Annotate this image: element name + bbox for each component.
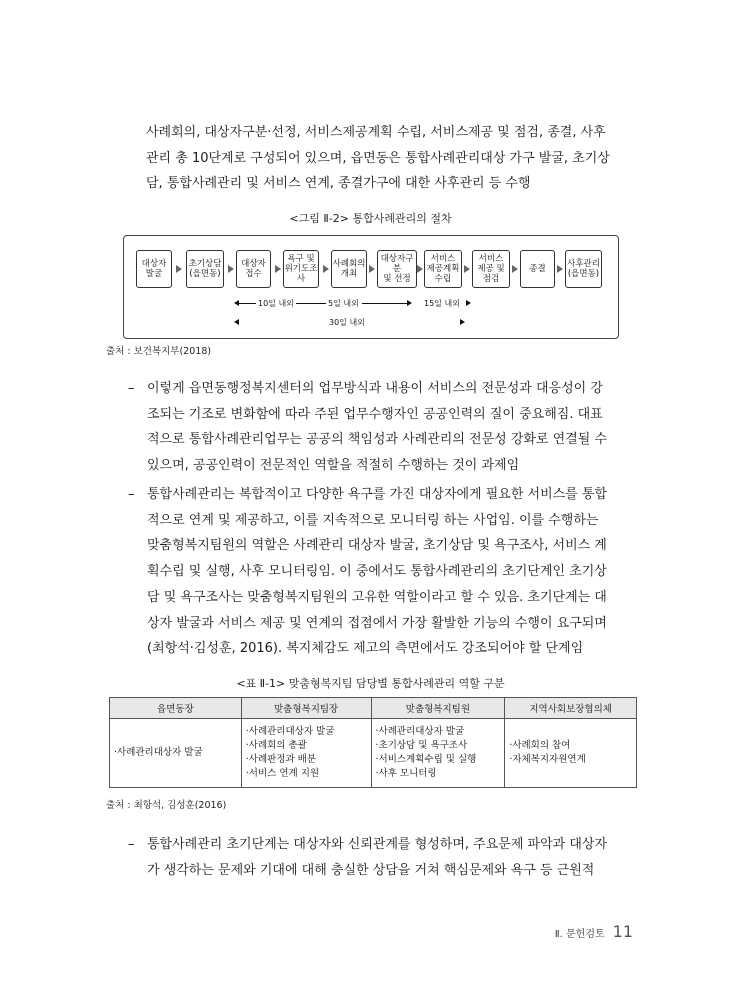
bullet-paragraph: – 통합사례관리 초기단계는 대상자와 신뢰관계를 형성하며, 주요문제 파악과 대상자 가 생각하는 문제와 기대에 대해 충실한 상담을 거쳐 핵심문제와 욕구 등 근원적 (128, 832, 648, 883)
flow-step: 사례회의 개최 (331, 250, 367, 288)
duration-label: 10일 내외 (258, 299, 294, 308)
table-cell: ·사례관리대상자 발굴 ·사례회의 총괄 ·사례판정과 배분 ·서비스 연계 지원 (241, 719, 371, 788)
flow-arrow-icon (176, 265, 182, 273)
flow-step: 대상자 발굴 (136, 250, 172, 288)
flow-step: 초기상담 (읍면동) (186, 250, 224, 288)
flow-arrow-icon (512, 265, 518, 273)
flow-arrow-icon (464, 265, 470, 273)
flow-arrow-icon (228, 265, 234, 273)
flow-step: 서비스 제공계획 수립 (424, 250, 462, 288)
arrow-right-icon (460, 319, 465, 325)
table-header-cell: 지역사회보장협의체 (505, 698, 637, 719)
arrow-right-icon (466, 300, 471, 306)
footer-section: Ⅱ. 문헌검토 (554, 929, 605, 940)
figure-source: 출처 : 보건복지부(2018) (106, 346, 212, 357)
flow-step: 종결 (520, 250, 555, 288)
table-header-cell: 읍면동장 (110, 698, 242, 719)
figure-caption: <그림 Ⅱ-2> 통합사례관리의 절차 (289, 212, 452, 225)
flow-arrow-icon (557, 265, 563, 273)
table-caption: <표 Ⅱ-1> 맞춤형복지팀 담당별 통합사례관리 역할 구분 (236, 677, 505, 690)
flow-step: 욕구 및 위기도조사 (283, 250, 319, 288)
bullet-paragraph: – 통합사례관리는 복합적이고 다양한 욕구를 가진 대상자에게 필요한 서비스를 통합 적으로 연계 및 제공하고, 이를 지속적으로 모니터링 하는 사업임. 이를 수행하는 맞춤형복지팀원의 역할은 사례관리 대상자 발굴, 초기상담 및 욕구조사, 서비스 계 획수립 및 실행, 사후 모니터링임. 이 중에서도 통합사례관리의 초기단계인 초기상 담 및 욕구조사는 맞춤형복지팀원의 고유한 역할이라고 할 수 있음. 초기단계는 대 상자 발굴과 서비스 제공 및 연계의 접점에서 가장 활발한 기능의 수행이 요구되며 (최항석·김성훈, 2016). 복지체감도 제고의 측면에서도 강조되어야 할 단계임 (128, 482, 648, 662)
duration-label: 30일 내외 (329, 318, 365, 327)
bullet-line: 있으며, 공공인력이 전문적인 역할을 적절히 수행하는 것이 과제임 (147, 458, 520, 474)
table-header-cell: 맞춤형복지팀원 (371, 698, 505, 719)
table-cell: ·사례관리대상자 발굴 ·초기상담 및 욕구조사 ·서비스계획수립 및 실행 ·사후 모니터링 (371, 719, 505, 788)
duration-label: 15일 내외 (424, 299, 460, 308)
table-header-row (110, 698, 637, 719)
page-footer (555, 922, 633, 941)
intro-line: 사례회의, 대상자구분·선정, 서비스제공계획 수립, 서비스제공 및 점검, 종결, 사후 (146, 125, 606, 140)
flow-arrow-icon (323, 265, 329, 273)
procedure-flow-diagram (123, 235, 619, 339)
bullet-line: 담 및 욕구조사는 맞춤형복지팀원의 고유한 역할이라고 할 수 있음. 초기단계는 대 (147, 589, 607, 605)
flow-step: 서비스 제공 및 점검 (472, 250, 510, 288)
intro-line: 관리 총 10단계로 구성되어 있으며, 읍면동은 통합사례관리대상 가구 발굴, 초기상 (146, 150, 610, 166)
table-cell: ·사례회의 참여 ·자체복지자원연계 (505, 719, 637, 788)
flow-step: 대상자 접수 (236, 250, 271, 288)
flow-step: 사후관리 (읍면동) (565, 250, 602, 288)
duration-line (238, 303, 256, 304)
bullet-line: 이렇게 읍면동행정복지센터의 업무방식과 내용이 서비스의 전문성과 대응성이 강 (147, 381, 603, 396)
bullet-line: 적으로 연계 및 제공하고, 이를 지속적으로 모니터링 하는 사업임. 이를 수행하는 (147, 512, 599, 528)
flow-arrow-icon (275, 265, 281, 273)
arrow-right-icon (407, 300, 412, 306)
intro-paragraph (146, 120, 646, 197)
bullet-line: 통합사례관리 초기단계는 대상자와 신뢰관계를 형성하며, 주요문제 파악과 대상자 (147, 837, 608, 852)
duration-label: 5일 내외 (328, 299, 359, 308)
duration-line (296, 303, 326, 304)
flow-arrow-icon (417, 265, 423, 273)
bullet-line: 조되는 기조로 변화함에 따라 주된 업무수행자인 공공인력의 질이 중요해짐. 대표 (147, 406, 603, 422)
bullet-line: 가 생각하는 문제와 기대에 대해 충실한 상담을 거쳐 핵심문제와 욕구 등 근원적 (147, 862, 595, 878)
roles-table (109, 697, 637, 788)
flow-arrow-icon (369, 265, 375, 273)
bullet-line: 획수립 및 실행, 사후 모니터링임. 이 중에서도 통합사례관리의 초기단계인 초기상 (147, 564, 607, 580)
duration-line (362, 303, 407, 304)
bullet-line: 적으로 통합사례관리업무는 공공의 책임성과 사례관리의 전문성 강화로 연결될 수 (147, 432, 608, 448)
table-source: 출처 : 최항석, 김성훈(2016) (106, 800, 227, 811)
bullet-line: (최항석·김성훈, 2016). 복지체감도 제고의 측면에서도 강조되어야 할 단계임 (147, 641, 584, 657)
flow-step: 대상자구분 및 선정 (377, 250, 417, 288)
bullet-paragraph: – 이렇게 읍면동행정복지센터의 업무방식과 내용이 서비스의 전문성과 대응성이 강 조되는 기조로 변화함에 따라 주된 업무수행자인 공공인력의 질이 중요해짐. 대표 적으로 통합사례관리업무는 공공의 책임성과 사례관리의 전문성 강화로 연결될 수 있으며, 공공인력이 전문적인 역할을 적절히 수행하는 것이 과제임 (128, 376, 648, 479)
arrow-left-icon (234, 319, 239, 325)
bullet-line: 맞춤형복지팀원의 역할은 사례관리 대상자 발굴, 초기상담 및 욕구조사, 서비스 계 (147, 538, 607, 554)
table-row (110, 719, 637, 788)
page-number: 11 (612, 922, 633, 941)
table-header-cell: 맞춤형복지팀장 (241, 698, 371, 719)
table-cell: ·사례관리대상자 발굴 (110, 719, 242, 788)
intro-line: 담, 통합사례관리 및 서비스 연계, 종결가구에 대한 사후관리 등 수행 (146, 176, 531, 192)
bullet-line: 통합사례관리는 복합적이고 다양한 욕구를 가진 대상자에게 필요한 서비스를 통합 (147, 487, 608, 502)
bullet-line: 상자 발굴과 서비스 제공 및 연계의 접점에서 가장 활발한 기능의 수행이 요구되며 (147, 615, 607, 631)
